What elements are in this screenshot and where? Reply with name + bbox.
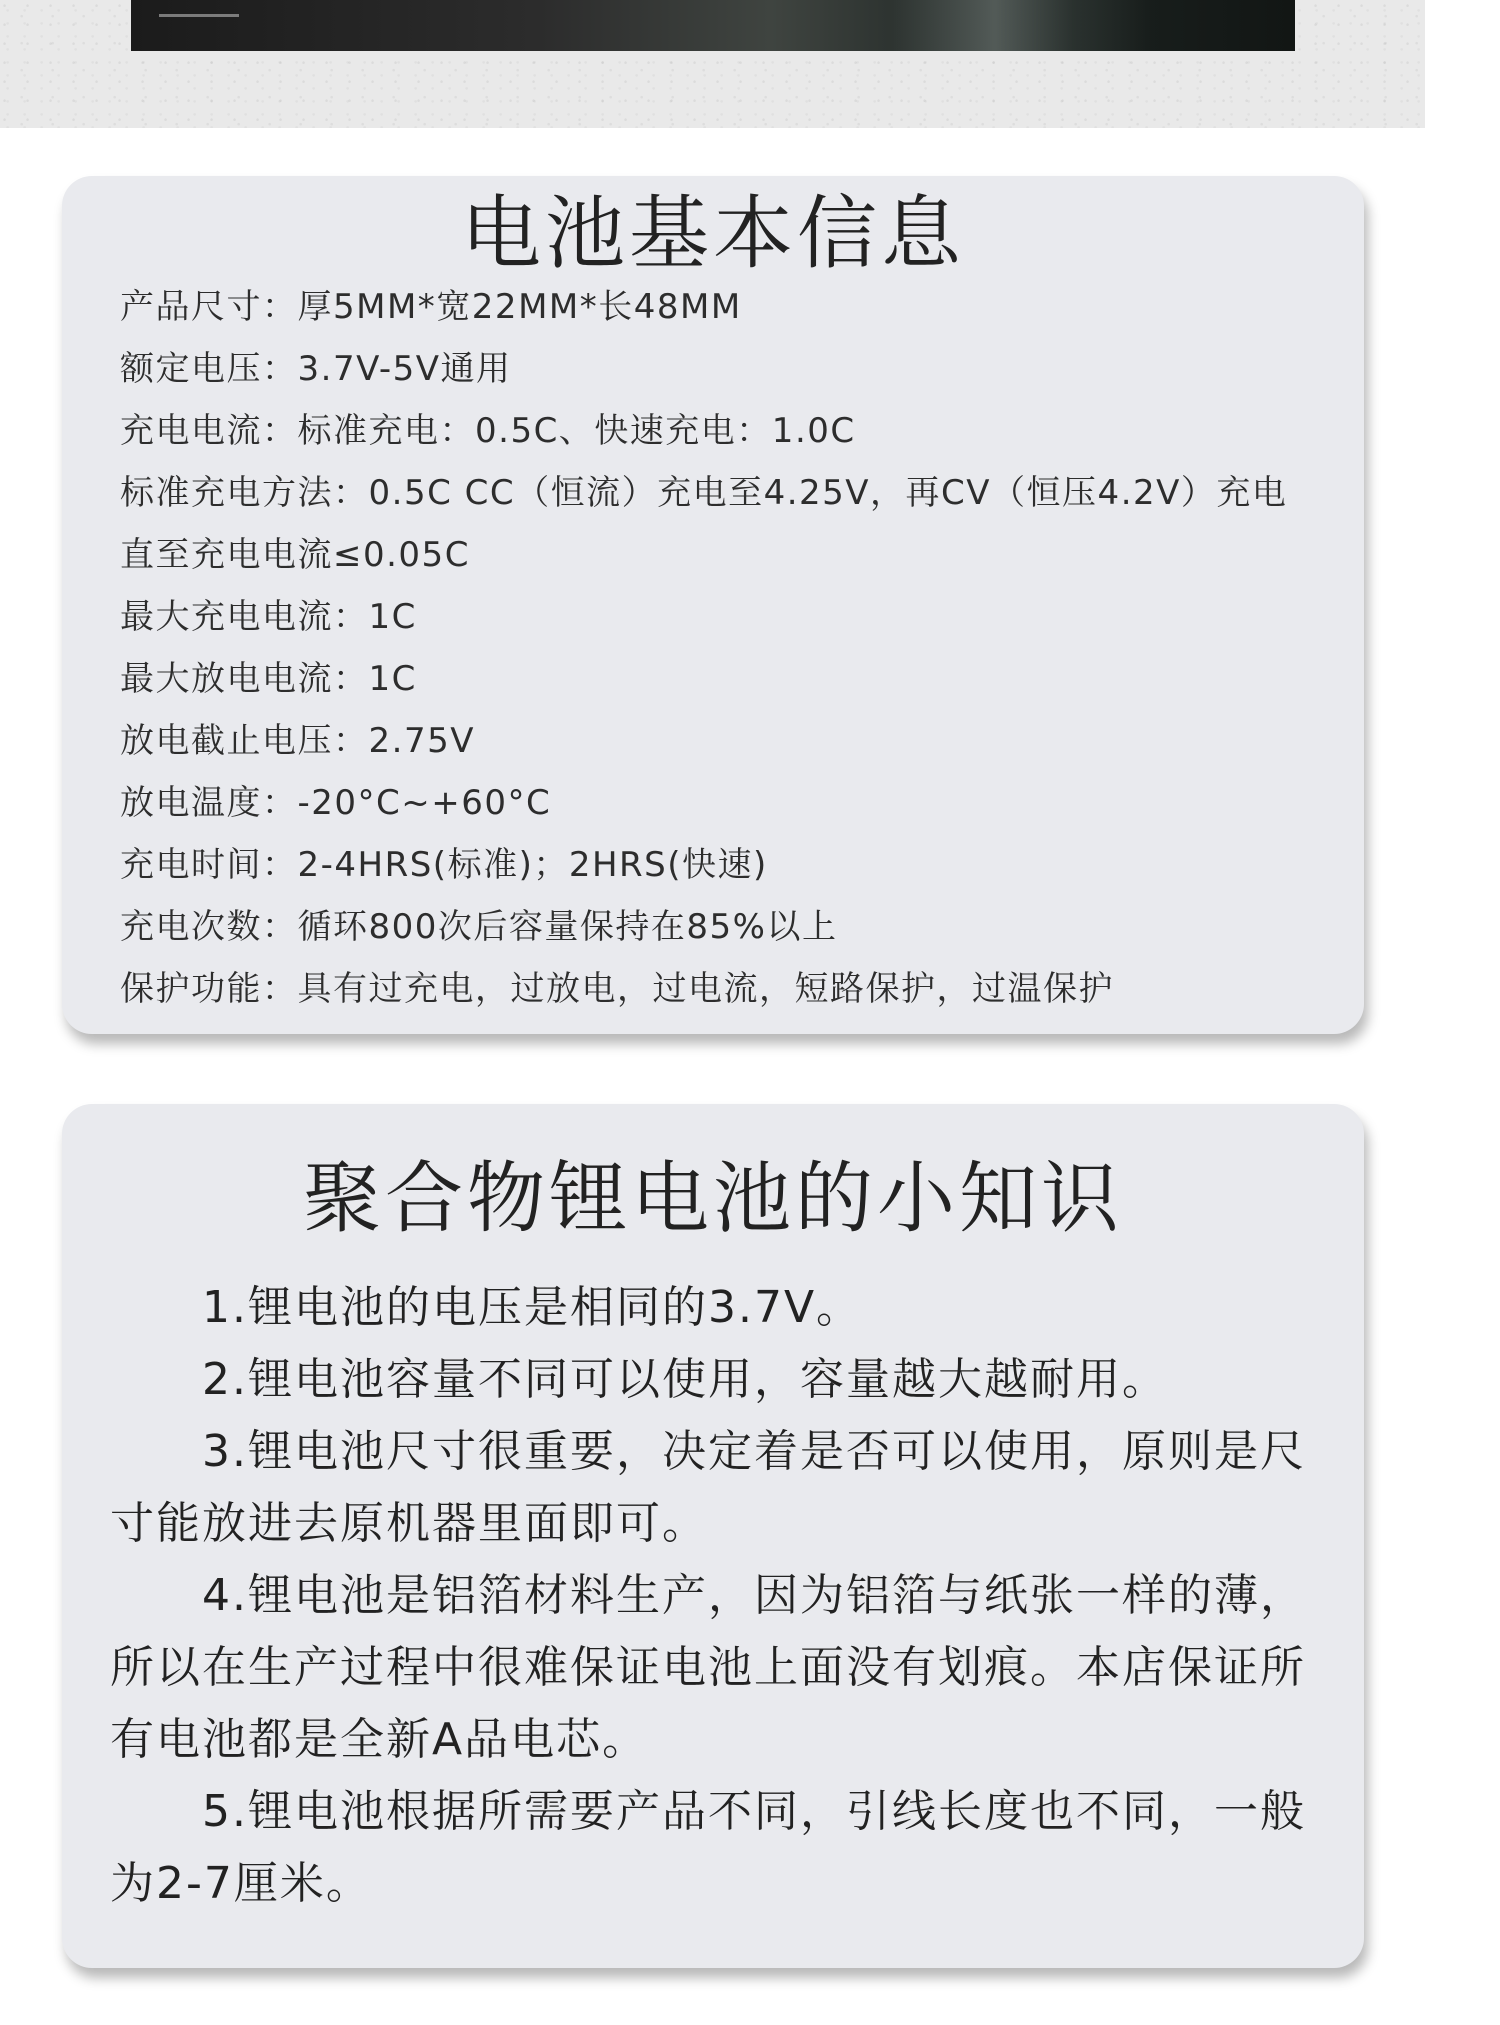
tips-list bbox=[110, 1272, 1310, 1920]
product-photo bbox=[131, 0, 1295, 51]
spec-item: 保护功能：具有过充电，过放电，过电流，短路保护，过温保护 bbox=[120, 969, 1114, 1009]
spec-item: 充电电流：标准充电：0.5C、快速充电：1.0C bbox=[120, 411, 856, 451]
spec-item: 最大放电电流：1C bbox=[120, 659, 417, 699]
battery-info-card bbox=[62, 176, 1364, 1034]
spec-item: 标准充电方法：0.5C CC（恒流）充电至4.25V，再CV（恒压4.2V）充电直至充电电流≤0.05C bbox=[120, 473, 1288, 575]
top-banner bbox=[0, 0, 1425, 128]
spec-item: 最大充电电流：1C bbox=[120, 597, 417, 637]
tip-paragraph: 4.锂电池是铝箔材料生产，因为铝箔与纸张一样的薄，所以在生产过程中很难保证电池上面没有划痕。本店保证所有电池都是全新A品电芯。 bbox=[110, 1570, 1306, 1765]
knowledge-title: 聚合物锂电池的小知识 bbox=[302, 1154, 1123, 1244]
spec-item: 充电次数：循环800次后容量保持在85%以上 bbox=[120, 907, 838, 947]
tip-paragraph: 1.锂电池的电压是相同的3.7V。 bbox=[202, 1282, 863, 1333]
knowledge-card bbox=[62, 1104, 1364, 1968]
photo-detail bbox=[159, 0, 239, 17]
spec-item: 放电截止电压：2.75V bbox=[120, 721, 475, 761]
tip-paragraph: 3.锂电池尺寸很重要，决定着是否可以使用，原则是尺寸能放进去原机器里面即可。 bbox=[110, 1426, 1306, 1549]
tip-paragraph: 2.锂电池容量不同可以使用，容量越大越耐用。 bbox=[202, 1354, 1168, 1405]
spec-list bbox=[120, 276, 1320, 1020]
spec-item: 充电时间：2-4HRS(标准)；2HRS(快速) bbox=[120, 845, 768, 885]
tip-paragraph: 5.锂电池根据所需要产品不同，引线长度也不同，一般为2-7厘米。 bbox=[110, 1786, 1306, 1909]
battery-info-title: 电池基本信息 bbox=[461, 187, 965, 280]
spec-item: 产品尺寸：厚5MM*宽22MM*长48MM bbox=[120, 287, 742, 327]
photo-highlight bbox=[891, 0, 1151, 51]
spec-item: 额定电压：3.7V-5V通用 bbox=[120, 349, 512, 389]
spec-item: 放电温度：-20°C~+60°C bbox=[120, 783, 552, 823]
